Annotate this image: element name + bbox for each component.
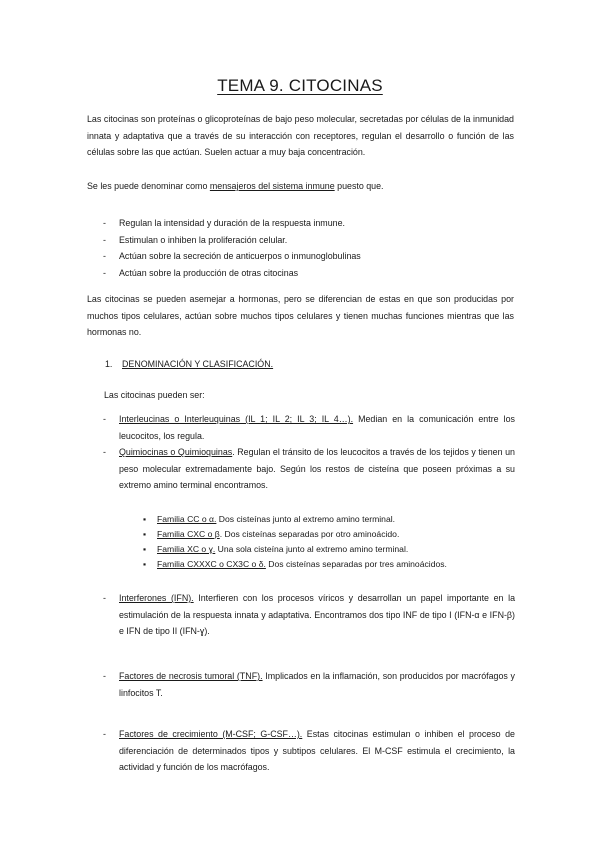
intro-messengers-line: Se les puede denominar como mensajeros del sistema inmune puesto que. [87,181,384,191]
page-title: TEMA 9. CITOCINAS [217,76,383,95]
section-lead: Las citocinas pueden ser: [104,390,205,400]
intro-paragraph: Las citocinas son proteínas o glicoproteínas de bajo peso molecular, secretadas por células de la inmunidad innata y adaptativa que a través de su interacción con receptores, regulan el desarrollo o función de las células sobre las que actúan. Suelen actuar a muy baja concentración. [87,114,514,158]
document-page: TEMA 9. CITOCINAS Las citocinas son proteínas o glicoproteínas de bajo peso molecular, secretadas por células de la inmunidad innata y adaptativa que a través de su interacción con receptores, regulan el desarrollo o función de las células sobre las que actúan. Suelen actuar a muy baja concentración. Se les puede denominar como mensajeros del sistema inmune puesto que. - Regulan la intensidad y duración de la respuesta inmune. - Estimulan o inhiben la proliferación celular. - Actúan sobre la secreción de anticuerpos o inmunoglobulinas - Actúan sobre la producción de otras citocinas Las citocinas se pueden asemejar a hormonas, pero se diferencian de estas en que son producidas por muchos tipos celulares, actúan sobre muchos tipos celulares y tienen muchas funciones mientras que las hormonas no. 1. DENOMINACIÓN Y CLASIFICACIÓN. Las citocinas pueden ser: - Interleucinas o Interleuquinas (IL 1; IL 2; IL 3; IL 4…). Median en la comunicación entre los leucocitos, los regula. - Quimiocinas o Quimioquinas. Regulan el tránsito de los leucocitos a través de los tejidos y tienen un peso molecular extremadamente bajo. Según los restos de cisteína que poseen próximas a su extremo amino terminal encontramos. ▪ Familia CC o α. Dos cisteínas junto al extremo amino terminal. ▪ Familia CXC o β. Dos cisteínas separadas por otro aminoácido. ▪ Familia XC o ɣ. Una sola cisteína junto al extremo amino terminal. ▪ Familia CXXXC o CX3C o δ. Dos cisteínas separadas por tres aminoácidos. - Interferones (IFN). Interfieren con los procesos víricos y desarrollan un papel importante en la estimulación de la respuesta innata y adaptativa. Encontramos dos tipo INF de tipo I (IFN-α e IFN-β) e IFN de tipo II (IFN-ɣ). - Factores de necrosis tumoral (TNF). Implicados en la inflamación, son producidos por macrófagos y linfocitos T. - Factores de crecimiento (M-CSF; G-CSF…). Estas citocinas estimulan o inhiben el proceso de diferenciación de determinados tipos y subtipos celulares. El M-CSF estimula el crecimiento, la actividad y función de los macrófagos. [0,0,600,848]
hormones-paragraph: Las citocinas se pueden asemejar a hormonas, pero se diferencian de estas en que son producidas por muchos tipos celulares, actúan sobre muchos tipos celulares y tienen muchas funciones mientras que las hormonas no. [87,294,514,338]
